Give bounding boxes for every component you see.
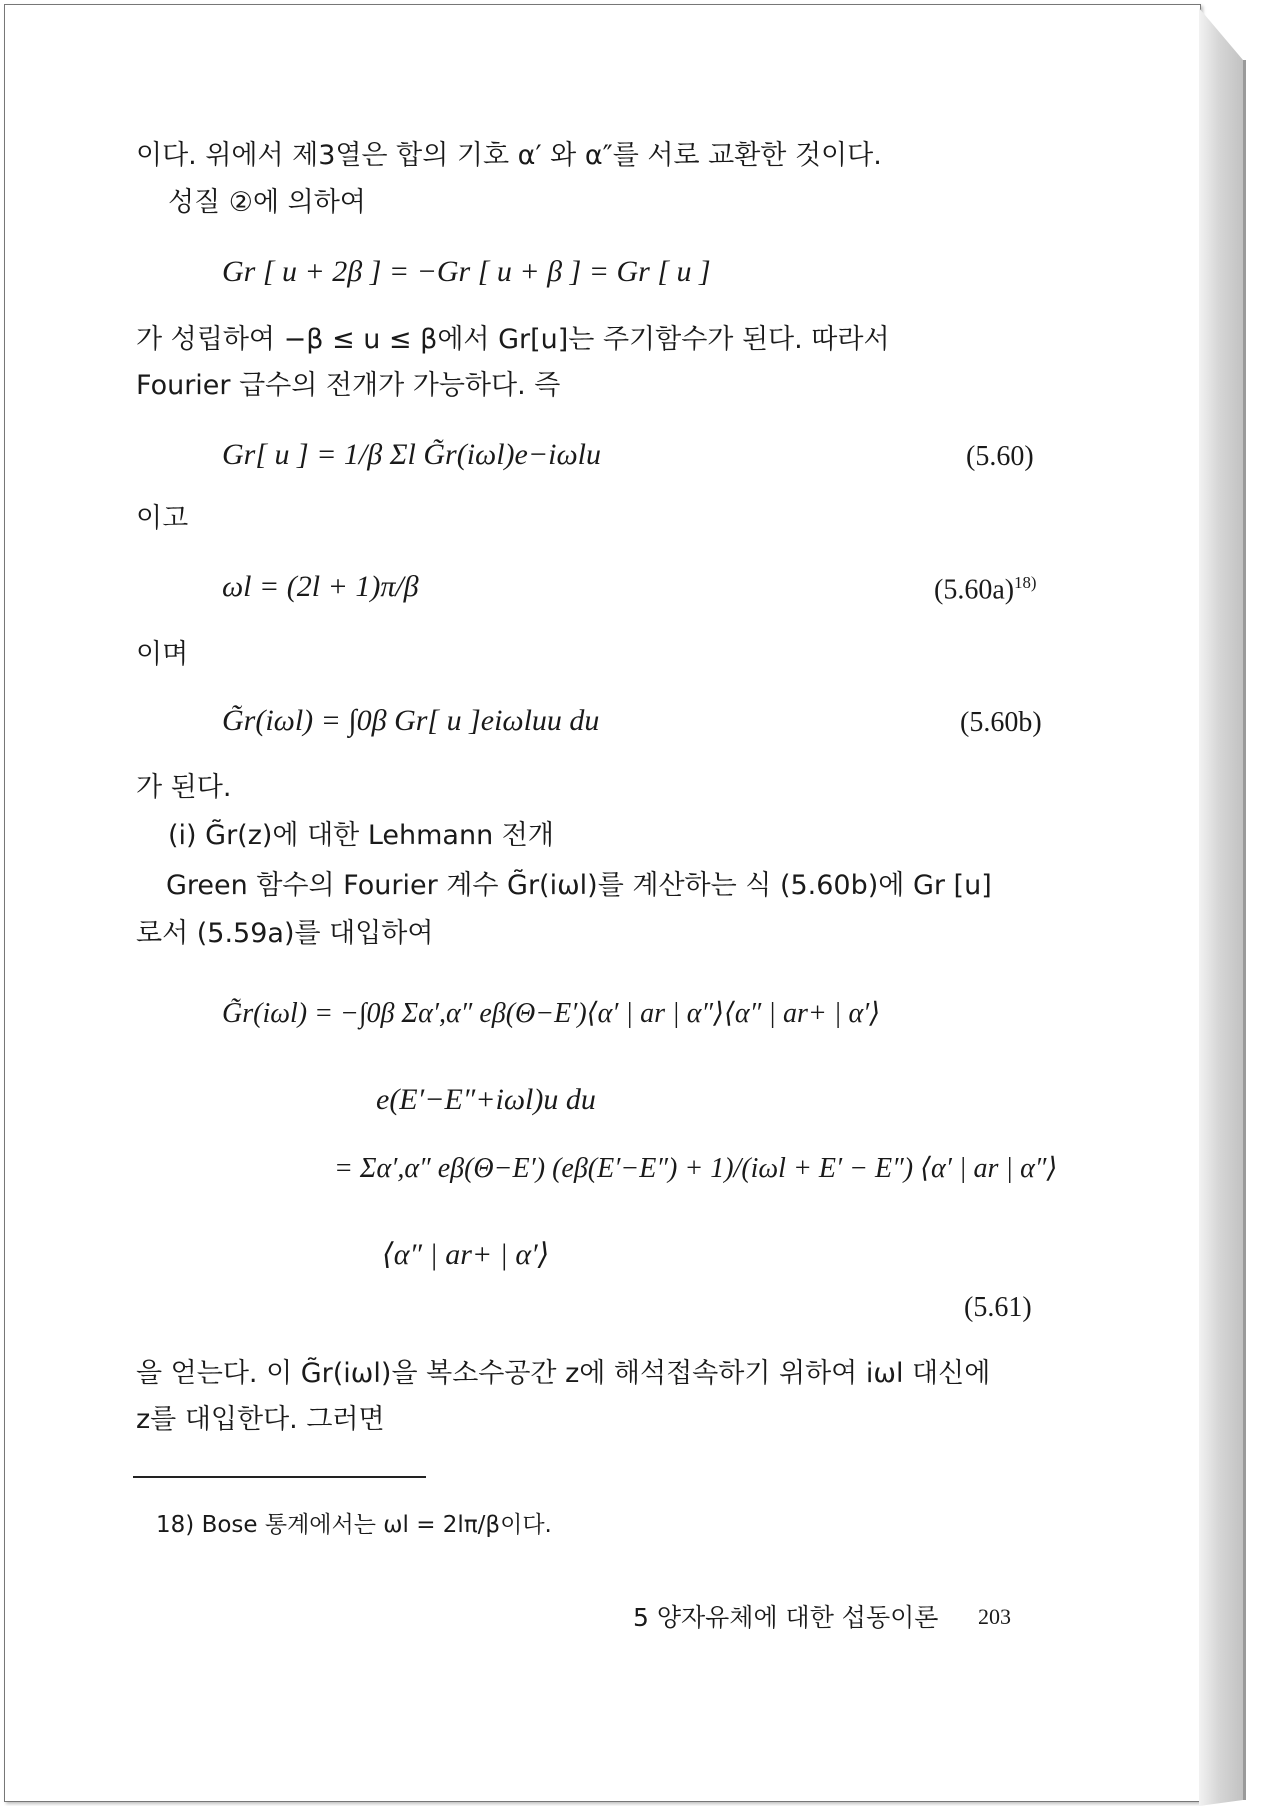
text-line-5: 이고 (136, 503, 189, 534)
equation-5-60: Gr[ u ] = 1/β Σl G̃r(iωl)e−iωlu (222, 438, 601, 471)
text-line-10: 로서 (5.59a)를 대입하여 (136, 918, 434, 949)
page-stack-border (1243, 60, 1246, 1800)
footnote-ref-18: 18) (1014, 573, 1037, 592)
footnote-text: Bose 통계에서는 ωl = 2lπ/β이다. (201, 1512, 552, 1538)
equation-number-5-60b: (5.60b) (960, 707, 1042, 738)
page-stack-edge (1199, 0, 1243, 1806)
text-line-2: 성질 ②에 의하여 (168, 187, 366, 218)
running-head: 5 양자유체에 대한 섭동이론 (633, 1603, 939, 1632)
text-line-7: 가 된다. (136, 772, 232, 803)
text-line-4: Fourier 급수의 전개가 가능하다. 즉 (136, 370, 561, 401)
footnote-mark: 18) (156, 1512, 195, 1538)
equation-5-61-line-3: = Σα′,α″ eβ(Θ−E′) (eβ(E′−E″) + 1)/(iωl + E′ − E″) ⟨α′ | ar | α″⟩ (334, 1153, 1058, 1184)
equation-number-5-60a (934, 573, 1036, 606)
page-number: 203 (978, 1604, 1011, 1629)
equation-5-61-line-2: e(E′−E″+iωl)u du (376, 1083, 596, 1116)
footnote-separator (133, 1476, 426, 1478)
text-line-8: (i) G̃r(z)에 대한 Lehmann 전개 (168, 820, 554, 851)
equation-5-60a: ωl = (2l + 1)π/β (222, 570, 419, 603)
equation-number-5-61: (5.61) (964, 1292, 1032, 1323)
equation-number-5-60: (5.60) (966, 441, 1034, 472)
text-line-9: Green 함수의 Fourier 계수 G̃r(iωl)를 계산하는 식 (5.60b)에 Gr [u] (166, 870, 992, 901)
equation-5-61-line-4: ⟨α″ | ar+ | α′⟩ (382, 1238, 550, 1271)
equation-period: Gr [ u + 2β ] = −Gr [ u + β ] = Gr [ u ] (222, 255, 711, 288)
equation-5-61-line-1: G̃r(iωl) = −∫0β Σα′,α″ eβ(Θ−E′)⟨α′ | ar | α″⟩⟨α″ | ar+ | α′⟩ (222, 998, 881, 1029)
footnote (156, 1506, 552, 1539)
text-line-6: 이며 (136, 639, 189, 670)
text-line-1: 이다. 위에서 제3열은 합의 기호 α′ 와 α″를 서로 교환한 것이다. (136, 140, 882, 171)
text-line-11: 을 얻는다. 이 G̃r(iωl)을 복소수공간 z에 해석접속하기 위하여 iωl 대신에 (136, 1358, 991, 1389)
equation-5-60b: G̃r(iωl) = ∫0β Gr[ u ]eiωluu du (222, 704, 600, 737)
text-line-3: 가 성립하여 −β ≤ u ≤ β에서 Gr[u]는 주기함수가 된다. 따라서 (136, 324, 890, 355)
equation-number-5-60a-label: (5.60a) (934, 574, 1015, 606)
text-line-12: z를 대입한다. 그러면 (136, 1404, 385, 1435)
